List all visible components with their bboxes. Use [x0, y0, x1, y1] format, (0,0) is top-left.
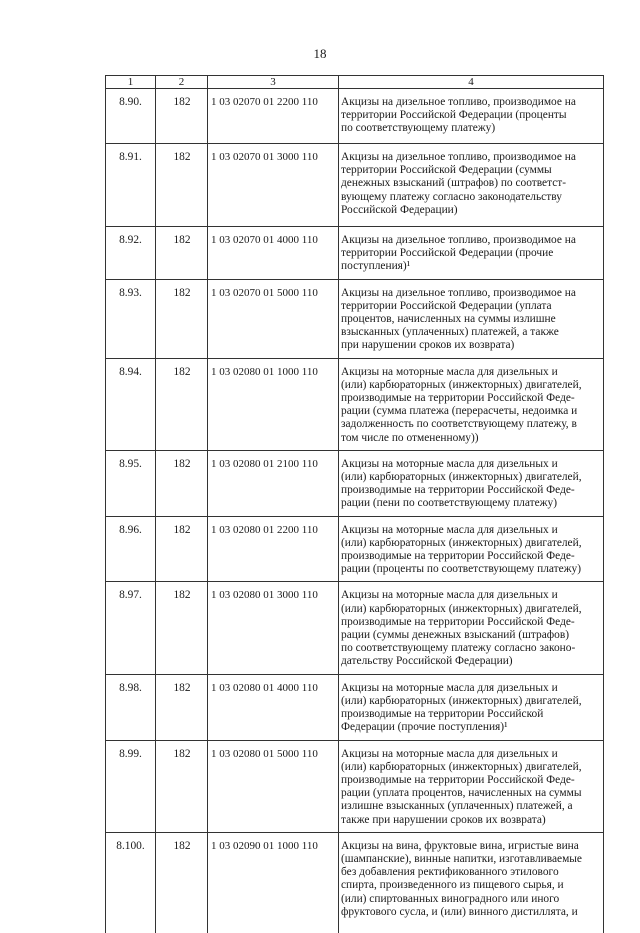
description-line: рации (пени по соответствующему платежу)	[341, 497, 558, 510]
budget-code-cell: 1 03 02070 01 3000 110	[208, 144, 339, 227]
description-line: производимые на территории Российской Феде-	[341, 615, 575, 628]
table-row	[106, 516, 604, 582]
description-line: Федерации (прочие поступления)¹	[341, 721, 508, 734]
budget-code-cell: 1 03 02080 01 2100 110	[208, 450, 339, 516]
table-row	[106, 279, 604, 358]
description-line: Акцизы на дизельное топливо, производимое на	[341, 96, 576, 108]
table-row	[106, 358, 604, 450]
description-line: Акцизы на моторные масла для дизельных и	[341, 523, 558, 536]
description-line: (или) карбюраторных (инжекторных) двигателей,	[341, 378, 582, 391]
description-line: Акцизы на дизельное топливо, производимое на	[341, 286, 576, 299]
description-line: территории Российской Федерации (проценты	[341, 109, 567, 122]
description-line: (или) спиртованных виноградного или иного	[341, 892, 560, 905]
description-line: рации (проценты по соответствующему платежу)	[341, 563, 582, 576]
description-line: (или) карбюраторных (инжекторных) двигателей,	[341, 602, 582, 615]
description-line: без добавления ректификованного этилового	[341, 866, 559, 879]
description-cell	[339, 450, 604, 516]
description-line: территории Российской Федерации (прочие	[341, 247, 554, 260]
admin-code-cell: 182	[156, 832, 208, 933]
page-number: 18	[313, 46, 327, 61]
description-line: при нарушении сроков их возврата)	[341, 339, 515, 352]
description-cell	[339, 89, 604, 144]
admin-code-cell: 182	[156, 279, 208, 358]
description-line: процентов, начисленных на суммы излишне	[341, 313, 556, 326]
description-line: Акцизы на моторные масла для дизельных и	[341, 747, 558, 760]
description-line: том числе по отмененному))	[341, 431, 479, 444]
admin-code-cell: 182	[156, 674, 208, 740]
description-line: спирта, произведенного из пищевого сырья, и	[341, 879, 564, 892]
description-line: по соответствующему платежу)	[341, 122, 496, 135]
description-cell	[339, 358, 604, 450]
admin-code-cell: 182	[156, 450, 208, 516]
description-line: излишне взысканных (уплаченных) платежей, а	[341, 800, 573, 813]
description-line: дательству Российской Федерации)	[341, 655, 513, 668]
budget-code-cell: 1 03 02070 01 2200 110	[208, 89, 339, 144]
table-row	[106, 740, 604, 832]
row-number-cell: 8.91.	[106, 144, 156, 227]
description-cell	[339, 516, 604, 582]
admin-code-cell: 182	[156, 144, 208, 227]
budget-code-cell: 1 03 02080 01 5000 110	[208, 740, 339, 832]
table-row	[106, 832, 604, 933]
description-cell	[339, 674, 604, 740]
table-row	[106, 450, 604, 516]
admin-code-cell: 182	[156, 227, 208, 280]
admin-code-cell: 182	[156, 740, 208, 832]
column-header-4: 4	[339, 76, 604, 89]
description-line: также при нарушении сроков их возврата)	[341, 813, 546, 826]
description-line: взысканных (уплаченных) платежей, а также	[341, 326, 559, 339]
budget-code-cell: 1 03 02080 01 4000 110	[208, 674, 339, 740]
budget-codes-table	[105, 75, 604, 933]
budget-code-cell: 1 03 02080 01 1000 110	[208, 358, 339, 450]
row-number-cell: 8.100.	[106, 832, 156, 933]
description-line: Акцизы на моторные масла для дизельных и	[341, 365, 558, 378]
description-line: Акцизы на дизельное топливо, производимое на	[341, 151, 576, 163]
row-number-cell: 8.93.	[106, 279, 156, 358]
description-line: производимые на территории Российской	[341, 708, 544, 721]
table-body	[106, 89, 604, 933]
row-number-cell: 8.92.	[106, 227, 156, 280]
budget-code-cell: 1 03 02080 01 3000 110	[208, 582, 339, 674]
row-number-cell: 8.97.	[106, 582, 156, 674]
admin-code-cell: 182	[156, 89, 208, 144]
column-header-2: 2	[156, 76, 208, 89]
description-cell	[339, 740, 604, 832]
description-line: производимые на территории Российской Феде-	[341, 773, 575, 786]
description-line: (шампанские), винные напитки, изготавливаемые	[341, 852, 582, 865]
description-line: Акцизы на дизельное топливо, производимое на	[341, 234, 576, 246]
admin-code-cell: 182	[156, 358, 208, 450]
description-line: Акцизы на вина, фруктовые вина, игристые вина	[341, 839, 579, 852]
column-header-3: 3	[208, 76, 339, 89]
description-cell	[339, 832, 604, 933]
description-line: поступления)¹	[341, 260, 411, 273]
budget-code-cell: 1 03 02090 01 1000 110	[208, 832, 339, 933]
description-line: вующему платежу согласно законодательству	[341, 190, 562, 203]
description-line: территории Российской Федерации (суммы	[341, 164, 552, 177]
budget-code-cell: 1 03 02070 01 5000 110	[208, 279, 339, 358]
description-line: (или) карбюраторных (инжекторных) двигателей,	[341, 471, 582, 484]
table-row	[106, 89, 604, 144]
description-line: Акцизы на моторные масла для дизельных и	[341, 589, 558, 602]
row-number-cell: 8.98.	[106, 674, 156, 740]
description-line: денежных взысканий (штрафов) по соответст-	[341, 177, 567, 190]
description-cell	[339, 279, 604, 358]
budget-code-cell: 1 03 02080 01 2200 110	[208, 516, 339, 582]
row-number-cell: 8.96.	[106, 516, 156, 582]
description-line: (или) карбюраторных (инжекторных) двигателей,	[341, 694, 582, 707]
description-line: (или) карбюраторных (инжекторных) двигателей,	[341, 536, 582, 549]
description-cell	[339, 227, 604, 280]
description-line: фруктового сусла, и (или) винного дистиллята, и	[341, 905, 578, 918]
description-cell	[339, 582, 604, 674]
table-row	[106, 674, 604, 740]
description-line: производимые на территории Российской Феде-	[341, 550, 575, 563]
description-line: по соответствующему платежу согласно законо-	[341, 642, 576, 655]
table-row	[106, 144, 604, 227]
admin-code-cell: 182	[156, 516, 208, 582]
description-line: (или) карбюраторных (инжекторных) двигателей,	[341, 760, 582, 773]
description-line: Акцизы на моторные масла для дизельных и	[341, 681, 558, 694]
row-number-cell: 8.94.	[106, 358, 156, 450]
row-number-cell: 8.90.	[106, 89, 156, 144]
description-line: рации (суммы денежных взысканий (штрафов)	[341, 629, 570, 642]
description-line: рации (сумма платежа (перерасчеты, недоимка и	[341, 405, 578, 418]
description-line: производимые на территории Российской Феде-	[341, 484, 575, 497]
table-row	[106, 227, 604, 280]
description-line: производимые на территории Российской Феде-	[341, 392, 575, 405]
description-cell	[339, 144, 604, 227]
description-line: территории Российской Федерации (уплата	[341, 299, 552, 312]
row-number-cell: 8.99.	[106, 740, 156, 832]
description-line: Акцизы на моторные масла для дизельных и	[341, 457, 558, 470]
table-header-row	[106, 76, 604, 89]
description-line: рации (уплата процентов, начисленных на суммы	[341, 787, 582, 800]
row-number-cell: 8.95.	[106, 450, 156, 516]
description-line: Российской Федерации)	[341, 203, 458, 216]
description-line: задолженность по соответствующему платежу, в	[341, 418, 577, 431]
column-header-1: 1	[106, 76, 156, 89]
admin-code-cell: 182	[156, 582, 208, 674]
table-row	[106, 582, 604, 674]
budget-code-cell: 1 03 02070 01 4000 110	[208, 227, 339, 280]
